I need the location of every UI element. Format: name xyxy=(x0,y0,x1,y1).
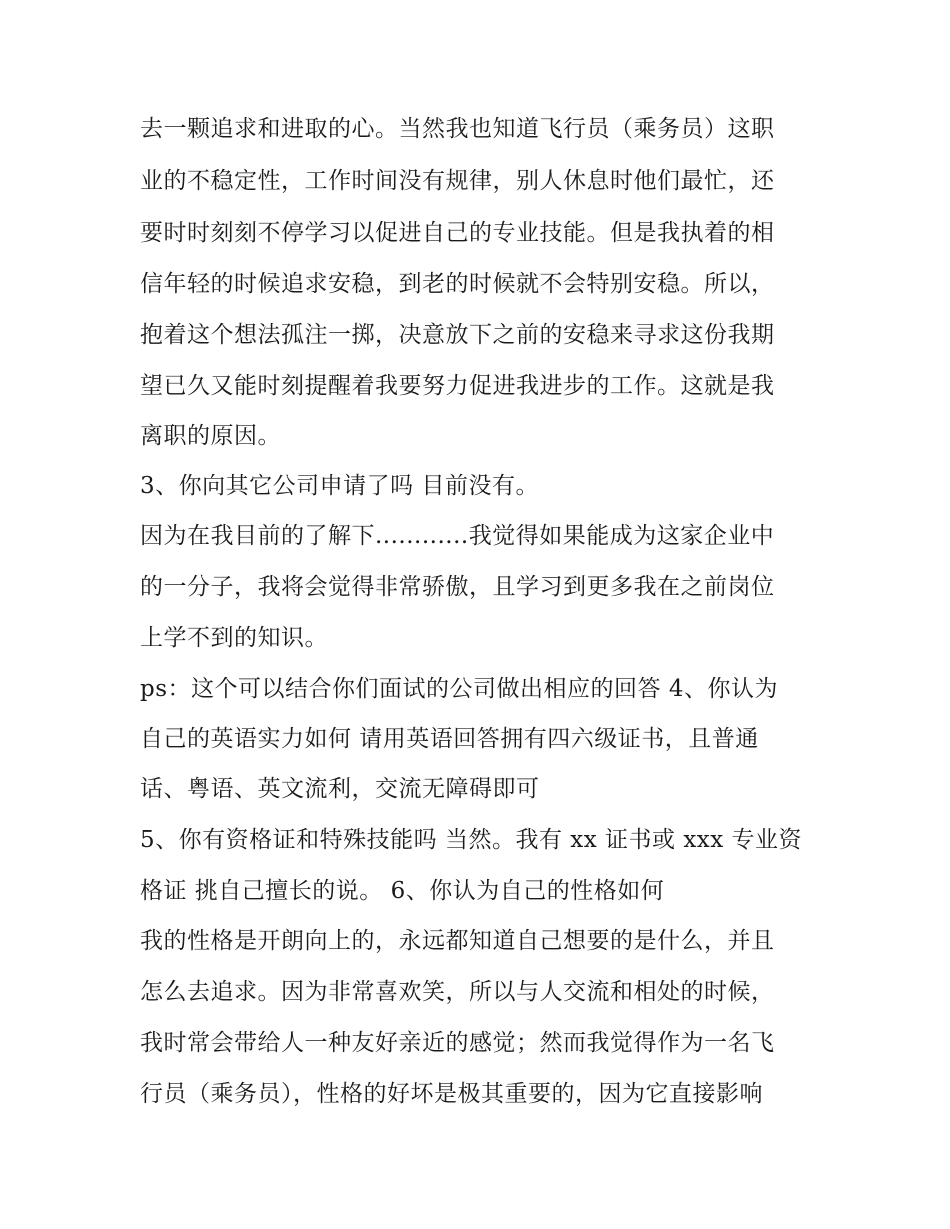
text-line: 自己的英语实力如何 请用英语回答拥有四六级证书，且普通 xyxy=(140,726,759,752)
text-line: 我时常会带给人一种友好亲近的感觉；然而我觉得作为一名飞 xyxy=(140,1030,775,1056)
text-line: 因为在我目前的了解下............我觉得如果能成为这家企业中 xyxy=(140,523,775,549)
text-line: 要时时刻刻不停学习以促进自己的专业技能。但是我执着的相 xyxy=(140,220,775,246)
text-line: 信年轻的时候追求安稳，到老的时候就不会特别安稳。所以， xyxy=(140,271,775,297)
text-line: 行员（乘务员），性格的好坏是极其重要的，因为它直接影响 xyxy=(140,1081,763,1107)
text-line: 望已久又能时刻提醒着我要努力促进我进步的工作。这就是我 xyxy=(140,373,775,399)
text-line: 怎么去追求。因为非常喜欢笑，所以与人交流和相处的时候， xyxy=(140,979,775,1005)
text-line: ps：这个可以结合你们面试的公司做出相应的回答 4、你认为 xyxy=(140,676,778,702)
text-line: 抱着这个想法孤注一掷，决意放下之前的安稳来寻求这份我期 xyxy=(140,322,775,348)
text-line: 上学不到的知识。 xyxy=(140,625,328,651)
text-line: 离职的原因。 xyxy=(140,423,281,449)
text-line: 我的性格是开朗向上的，永远都知道自己想要的是什么，并且 xyxy=(140,928,775,954)
text-line: 的一分子，我将会觉得非常骄傲，且学习到更多我在之前岗位 xyxy=(140,574,775,600)
text-line: 去一颗追求和进取的心。当然我也知道飞行员（乘务员）这职 xyxy=(140,116,775,142)
text-line: 5、你有资格证和特殊技能吗 当然。我有 xx 证书或 xxx 专业资 xyxy=(140,827,803,853)
text-line: 话、粤语、英文流利，交流无障碍即可 xyxy=(140,776,540,802)
text-line: 格证 挑自己擅长的说。 6、你认为自己的性格如何 xyxy=(140,878,665,904)
text-line: 业的不稳定性，工作时间没有规律，别人休息时他们最忙，还 xyxy=(140,168,775,194)
text-line: 3、你向其它公司申请了吗 目前没有。 xyxy=(140,473,539,499)
